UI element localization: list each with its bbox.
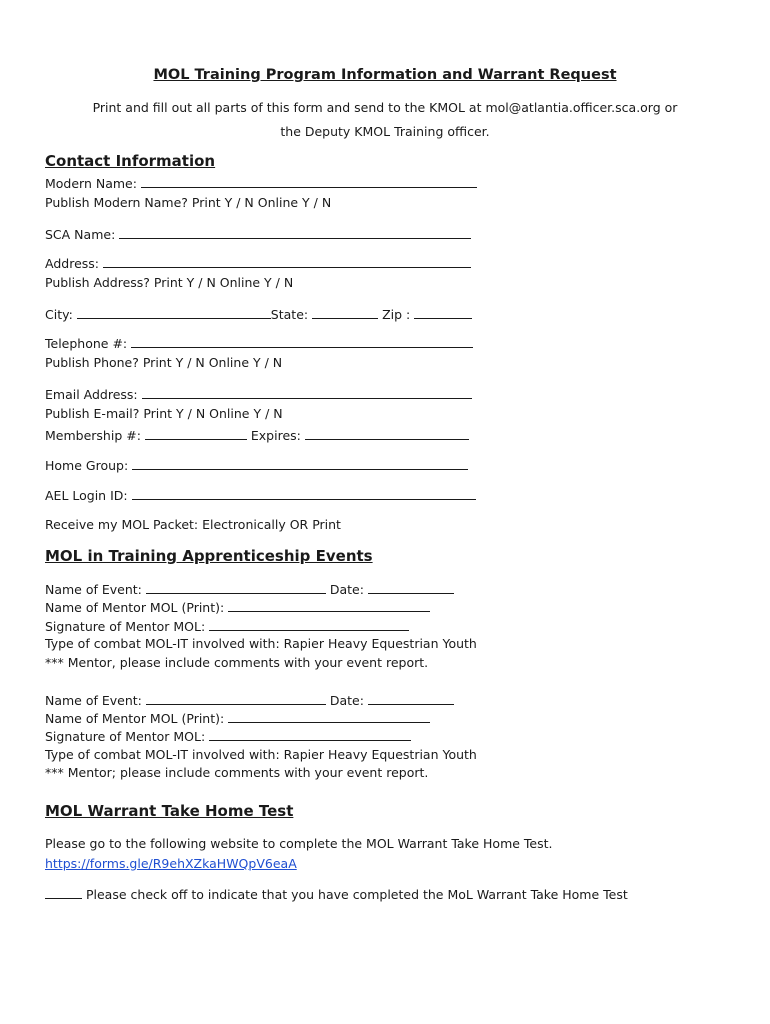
event-date-label: Date: [329,693,364,708]
modern-name-label: Modern Name: [45,176,137,191]
home-group-field[interactable] [132,457,468,470]
event-2-combat-type: Type of combat MOL-IT involved with: Rapier Heavy Equestrian Youth [45,747,477,762]
contact-heading: Contact Information [45,152,216,170]
sca-name-field[interactable] [119,226,471,239]
event-1-mentor-sig-row [45,618,409,635]
publish-email: Publish E-mail? Print Y / N Online Y / N [45,406,283,421]
event-1-name-field[interactable] [146,581,326,594]
event-1-mentor-print-field[interactable] [228,599,430,612]
event-1-name-row [45,581,454,598]
packet-preference: Receive my MOL Packet: Electronically OR Print [45,517,341,532]
email-row [45,386,472,403]
city-label: City: [45,307,73,322]
sca-name-label: SCA Name: [45,227,116,242]
event-2-mentor-sig-field[interactable] [209,728,411,741]
test-checkoff-field[interactable] [45,886,82,899]
membership-field[interactable] [145,427,247,440]
zip-field[interactable] [414,306,472,319]
event-2-mentor-sig-row [45,728,411,745]
event-2-name-row [45,692,454,709]
test-checkoff-row [45,886,628,903]
event-2-mentor-print-field[interactable] [228,710,430,723]
address-field[interactable] [103,255,471,268]
event-1-mentor-note: *** Mentor, please include comments with your event report. [45,655,429,670]
mentor-print-label: Name of Mentor MOL (Print): [45,600,225,615]
event-1-mentor-print-row [45,599,430,616]
ael-login-label: AEL Login ID: [45,488,128,503]
membership-row [45,427,469,444]
zip-label: Zip : [382,307,411,322]
event-1-date-field[interactable] [368,581,454,594]
modern-name-row [45,175,477,192]
event-2-mentor-note: *** Mentor; please include comments with your event report. [45,765,429,780]
intro-line-2: the Deputy KMOL Training officer. [280,124,490,139]
publish-phone: Publish Phone? Print Y / N Online Y / N [45,355,283,370]
telephone-field[interactable] [131,335,473,348]
apprenticeship-heading: MOL in Training Apprenticeship Events [45,547,373,565]
expires-label: Expires: [250,428,301,443]
sca-name-row [45,226,471,243]
event-2-date-field[interactable] [368,692,454,705]
email-label: Email Address: [45,387,138,402]
home-group-row [45,457,468,474]
telephone-row [45,335,473,352]
ael-login-field[interactable] [132,487,476,500]
test-instruction: Please go to the following website to complete the MOL Warrant Take Home Test. [45,836,553,851]
publish-modern-name: Publish Modern Name? Print Y / N Online Y / N [45,195,332,210]
state-label: State: [270,307,309,322]
modern-name-field[interactable] [141,175,477,188]
mentor-sig-label: Signature of Mentor MOL: [45,729,206,744]
state-field[interactable] [312,306,378,319]
form-title: MOL Training Program Information and Warrant Request [153,67,617,83]
membership-label: Membership #: [45,428,141,443]
event-1-combat-type: Type of combat MOL-IT involved with: Rapier Heavy Equestrian Youth [45,636,477,651]
address-row [45,255,471,272]
test-heading: MOL Warrant Take Home Test [45,802,294,820]
event-2-name-field[interactable] [146,692,326,705]
test-link[interactable]: https://forms.gle/R9ehXZkaHWQpV6eaA [45,856,297,871]
address-label: Address: [45,256,99,271]
home-group-label: Home Group: [45,458,129,473]
expires-field[interactable] [305,427,469,440]
event-1-mentor-sig-field[interactable] [209,618,409,631]
event-name-label: Name of Event: [45,582,142,597]
test-checkoff-label: Please check off to indicate that you have completed the MoL Warrant Take Home Test [85,887,628,902]
city-row [45,306,472,323]
publish-address: Publish Address? Print Y / N Online Y / N [45,275,294,290]
event-name-label: Name of Event: [45,693,142,708]
mentor-print-label: Name of Mentor MOL (Print): [45,711,225,726]
ael-login-row [45,487,476,504]
telephone-label: Telephone #: [45,336,128,351]
city-field[interactable] [77,306,271,319]
event-date-label: Date: [329,582,364,597]
mentor-sig-label: Signature of Mentor MOL: [45,619,206,634]
intro-line-1: Print and fill out all parts of this form and send to the KMOL at mol@atlantia.officer.sca.org or [92,100,678,115]
email-field[interactable] [142,386,472,399]
event-2-mentor-print-row [45,710,430,727]
